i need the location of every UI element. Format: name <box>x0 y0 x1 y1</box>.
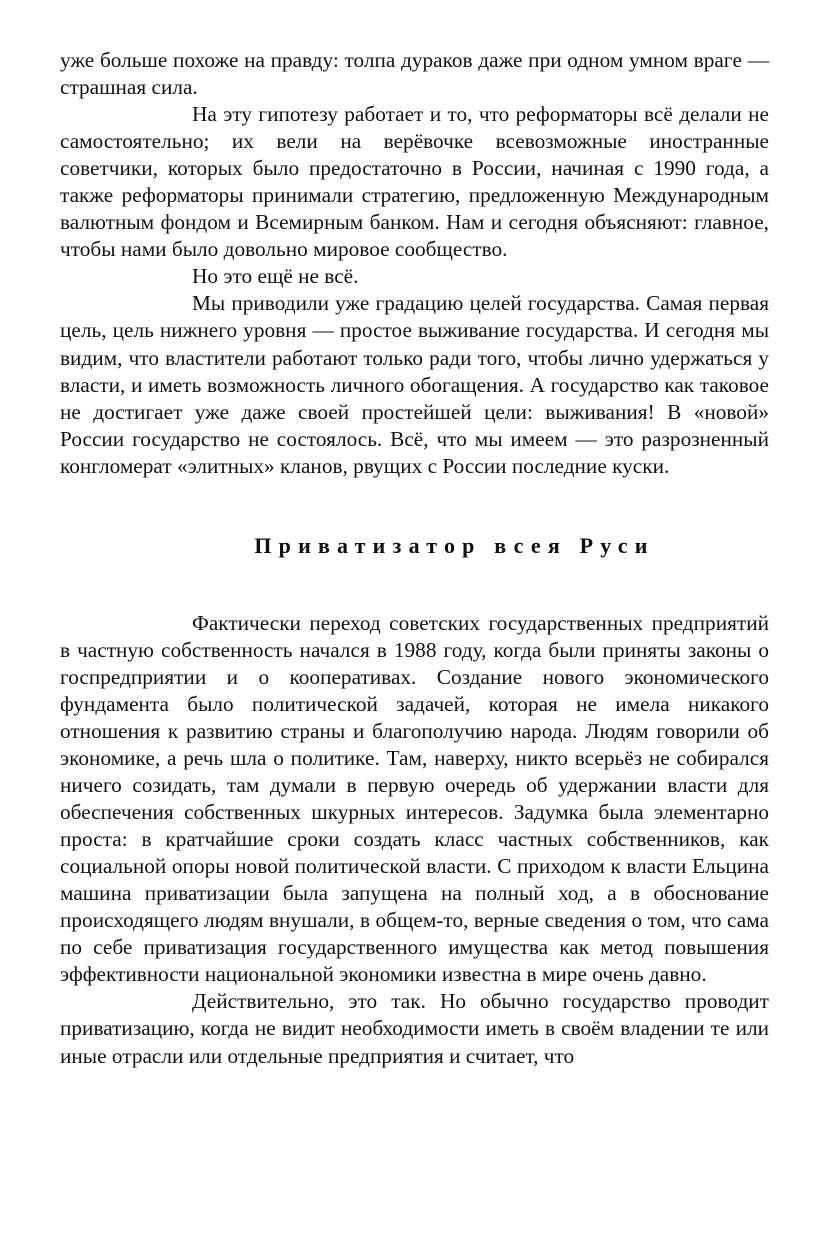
paragraph-state-goals: Мы приводили уже градацию целей государства. Самая первая цель, цель нижнего уровня — простое выживание государства. И сегодня мы видим, что властители работают только ради того, чтобы лично удержаться у власти, и иметь возможность личного обогащения. А государство как таковое не достигает уже даже своей простейшей цели: выживания! В «новой» России государство не состоялось. Всё, что мы имеем — это разрозненный конгломерат «элитных» кланов, рвущих с России последние куски. <box>60 291 769 478</box>
paragraph-indeed: Действительно, это так. Но обычно государство проводит приватизацию, когда не видит необходимости иметь в своём владении те или иные отрасли или отдельные предприятия и считает, что <box>60 989 769 1068</box>
section-heading: Приватизатор всея Руси <box>254 532 655 558</box>
paragraph-continuation: уже больше похоже на правду: толпа дураков даже при одном умном врагe — страшная сила. <box>60 48 769 100</box>
paragraph-not-all: Но это ещё не всё. <box>192 264 359 289</box>
paragraph-hypothesis: На эту гипотезу работает и то, что реформаторы всё делали не самостоятельно; их вели на верёвочке всевозможные иностранные советчики, которых было предостаточно в России, начиная с 1990 года, а также реформаторы принимали стратегию, предложенную Международным валютным фондом и Всемирным банком. Нам и сегодня объясняют: главное, чтобы нами было довольно мировое сообщество. <box>60 102 769 262</box>
document-page <box>60 47 769 1070</box>
paragraph-privatization-start: Фактически переход советских государственных предприятий в частную собственность начался в 1988 году, когда были приняты законы о госпредприятии и о кооперативах. Создание нового экономического фундамента было политической задачей, которая не имела никакого отношения к развитию страны и благополучию народа. Людям говорили об экономике, а речь шла о политике. Там, наверху, никто всерьёз не собирался ничего созидать, там думали в первую очередь об удержании власти для обеспечения собственных шкурных интересов. Задумка была элементарно проста: в кратчайшие сроки создать класс частных собственников, как социальной опоры новой политической власти. С приходом к власти Ельцина машина приватизации была запущена на полный ход, а в обоснование происходящего людям внушали, в общем-то, верные сведения о том, что сама по себе приватизация государственного имущества как метод повышения эффективности национальной экономики известна в мире очень давно. <box>60 610 769 987</box>
